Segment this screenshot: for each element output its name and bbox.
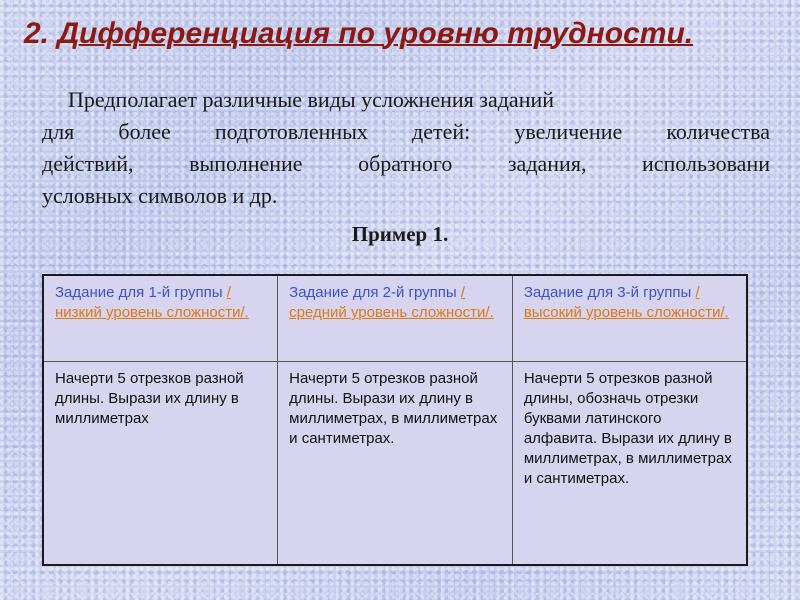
difficulty-level: /средний уровень сложности/. [289,284,494,321]
slide-title [24,16,693,52]
paragraph-line-2: для более подготовленных детей: увеличение количества [42,119,770,144]
paragraph-line-1: Предполагает различные виды усложнения заданий [68,87,555,112]
paragraph-line-3: действий, выполнение обратного задания, использовани [42,151,770,176]
task-cell-group-3: Начерти 5 отрезков разной длины, обозначь отрезки буквами латинского алфавита. Вырази их длину в миллиметрах, в миллиметрах и сантиметрах. [512,361,747,565]
task-cell-group-2: Начерти 5 отрезков разной длины. Вырази их длину в миллиметрах, в миллиметрах и сантиметрах. [278,361,513,565]
difficulty-level: /низкий уровень сложности/. [55,284,249,321]
slide-title-number: 2. [24,17,50,50]
slide-title-text: Дифференциация по уровню трудности. [57,17,694,50]
header-prefix: Задание для 1-й группы [55,284,227,301]
header-prefix: Задание для 2-й группы [289,284,461,301]
tasks-table [42,274,748,566]
paragraph-line-4: условных символов и др. [42,183,278,208]
table-header-row [43,275,747,361]
task-cell-group-1: Начерти 5 отрезков разной длины. Вырази их длину в миллиметрах [43,361,278,565]
header-cell-group-3 [512,275,747,361]
table-row [43,361,747,565]
header-cell-group-2 [278,275,513,361]
difficulty-level: /высокий уровень сложности/. [523,284,729,321]
description-paragraph [42,84,770,212]
example-label: Пример 1. [351,222,449,246]
header-cell-group-1 [43,275,278,361]
header-prefix: Задание для 3-й группы [523,284,696,301]
